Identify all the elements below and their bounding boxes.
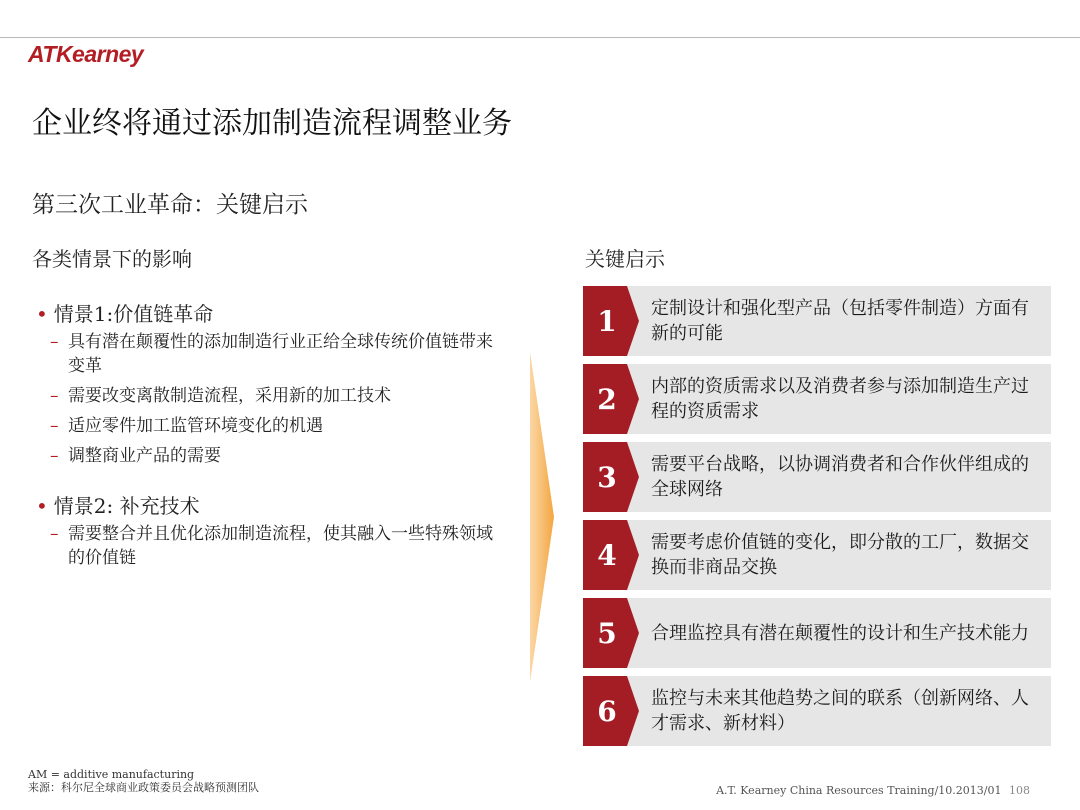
scenario-1	[36, 298, 496, 468]
footer-text: A.T. Kearney China Resources Training/10.2013/01	[716, 784, 1002, 797]
bullet-dot-icon: •	[36, 494, 48, 518]
scenario-list	[36, 298, 496, 592]
implications-list	[583, 286, 1051, 754]
list-item: – 需要改变离散制造流程，采用新的加工技术	[50, 386, 391, 406]
card-number: 2	[597, 382, 617, 416]
card-number: 1	[597, 304, 617, 338]
card-text: 需要考虑价值链的变化，即分散的工厂，数据交换而非商品交换	[651, 532, 1029, 578]
dash-icon: –	[50, 416, 59, 436]
page-number: 108	[1009, 784, 1030, 797]
card-text: 监控与未来其他趋势之间的联系（创新网络、人才需求、新材料）	[651, 688, 1029, 734]
top-divider	[0, 37, 1080, 38]
scenario-1-items	[36, 330, 496, 468]
footnote-abbreviation: AM = additive manufacturing	[28, 768, 195, 781]
impacts-heading: 各类情景下的影响	[32, 247, 192, 271]
scenario-title: 情景2: 补充技术	[53, 494, 200, 518]
footnote	[28, 768, 259, 794]
card-text: 定制设计和强化型产品（包括零件制造）方面有新的可能	[651, 298, 1029, 344]
list-item: – 适应零件加工监管环境变化的机遇	[50, 416, 323, 436]
implication-card-4	[583, 520, 1051, 590]
scenario-2	[36, 490, 496, 570]
implication-card-1	[583, 286, 1051, 356]
card-number: 3	[597, 460, 617, 494]
bullet-dot-icon: •	[36, 302, 48, 326]
list-item: – 需要整合并且优化添加制造流程，使其融入一些特殊领域的价值链	[50, 524, 493, 568]
scenario-2-items	[36, 522, 496, 570]
company-logo: ATKearney	[28, 41, 144, 67]
footer-info	[716, 784, 1030, 797]
footnote-source: 来源：科尔尼全球商业政策委员会战略预测团队	[28, 781, 259, 794]
card-text: 合理监控具有潜在颠覆性的设计和生产技术能力	[651, 622, 1029, 644]
card-number: 6	[597, 694, 617, 728]
dash-icon: –	[50, 446, 59, 466]
dash-icon: –	[50, 386, 59, 406]
dash-icon: –	[50, 524, 59, 544]
page-title: 企业终将通过添加制造流程调整业务	[32, 106, 512, 141]
dash-icon: –	[50, 332, 59, 352]
implication-card-6	[583, 676, 1051, 746]
card-number: 5	[597, 616, 617, 650]
implications-heading: 关键启示	[585, 247, 665, 271]
implication-card-5	[583, 598, 1051, 668]
card-text: 需要平台战略，以协调消费者和合作伙伴组成的全球网络	[651, 454, 1029, 500]
card-number: 4	[597, 538, 617, 572]
implication-card-3	[583, 442, 1051, 512]
page-subtitle: 第三次工业革命：关键启示	[32, 192, 308, 218]
list-item: – 调整商业产品的需要	[50, 446, 221, 466]
implication-card-2	[583, 364, 1051, 434]
list-item: – 具有潜在颠覆性的添加制造行业正给全球传统价值链带来变革	[50, 332, 493, 376]
card-text: 内部的资质需求以及消费者参与添加制造生产过程的资质需求	[651, 376, 1029, 422]
scenario-title: 情景1:价值链革命	[53, 302, 214, 326]
chevron-arrow-icon	[530, 352, 554, 682]
